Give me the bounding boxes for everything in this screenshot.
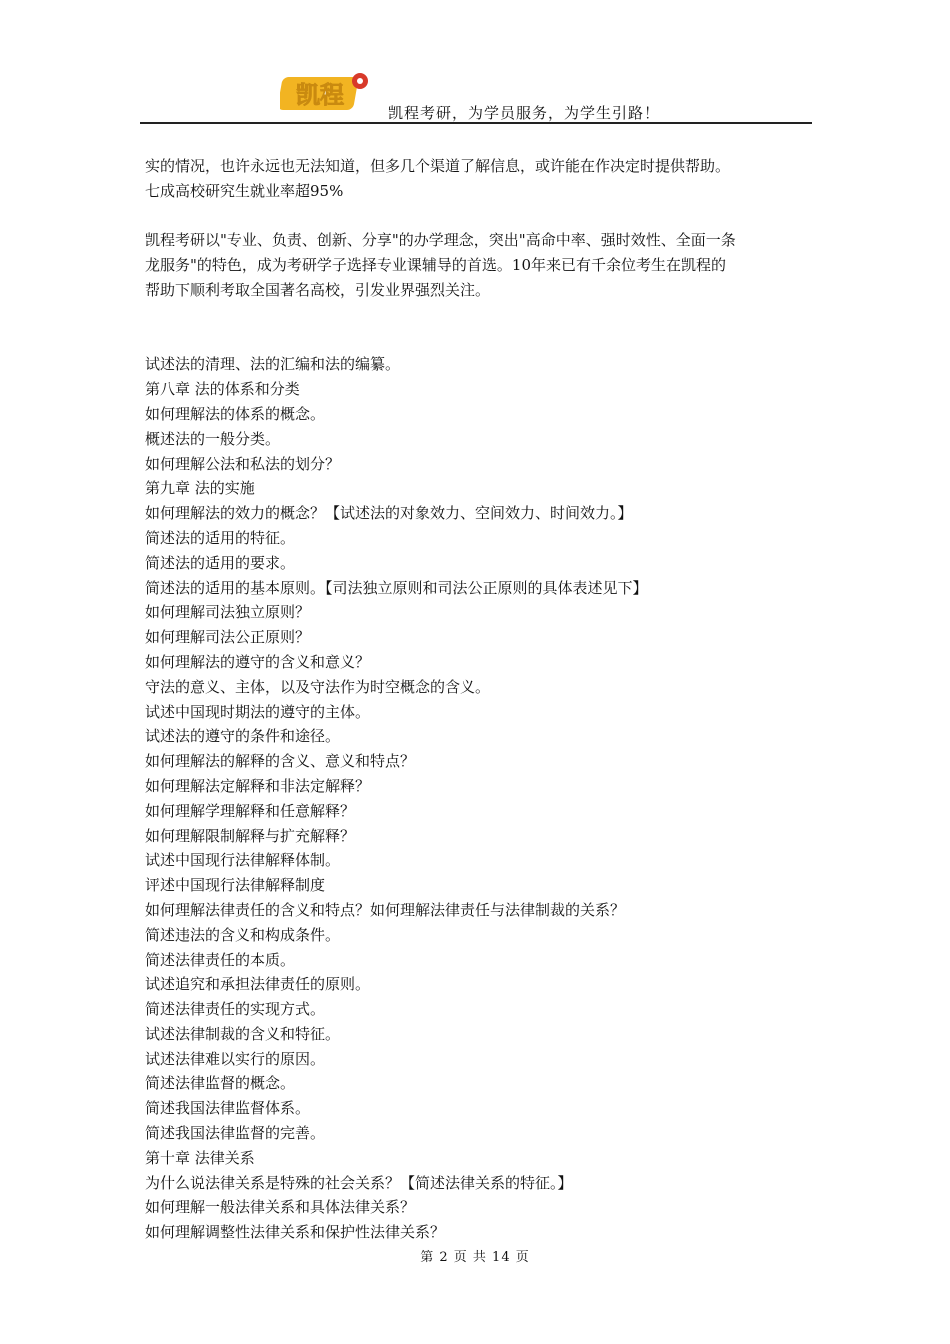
question-item: 试述法的清理、法的汇编和法的编纂。	[145, 355, 401, 374]
question-item: 简述法的适用的特征。	[145, 528, 296, 547]
paragraph-gap	[145, 204, 815, 229]
question-item: 简述法律责任的实现方式。	[145, 1000, 326, 1019]
question-item: 如何理解法定解释和非法定解释？	[145, 776, 371, 795]
question-list	[145, 352, 815, 1245]
question-item: 简述我国法律监督体系。	[145, 1099, 311, 1118]
document-body	[145, 154, 815, 1245]
question-item: 试述追究和承担法律责任的原则。	[145, 975, 371, 994]
chapter-heading: 第八章 法的体系和分类	[145, 380, 300, 399]
paragraph-line: 实的情况，也许永远也无法知道，但多几个渠道了解信息，或许能在作决定时提供帮助。	[145, 157, 731, 175]
header-tagline: 凯程考研，为学员服务，为学生引路！	[388, 104, 661, 122]
question-item: 简述法的适用的要求。	[145, 553, 296, 572]
question-item: 如何理解一般法律关系和具体法律关系？	[145, 1198, 416, 1217]
paragraph-line: 龙服务"的特色，成为考研学子选择专业课辅导的首选。10年来已有千余位考生在凯程的	[145, 256, 726, 275]
question-item: 简述违法的含义和构成条件。	[145, 925, 341, 944]
question-item: 试述中国现时期法的遵守的主体。	[145, 702, 371, 721]
question-item: 简述法律责任的本质。	[145, 950, 296, 969]
question-item: 试述法的遵守的条件和途径。	[145, 727, 341, 746]
question-item: 如何理解公法和私法的划分？	[145, 454, 341, 473]
page-number: 第 2 页 共 14 页	[420, 1250, 530, 1265]
question-item: 如何理解调整性法律关系和保护性法律关系？	[145, 1223, 446, 1242]
paragraph-line: 凯程考研以"专业、负责、创新、分享"的办学理念，突出"高命中率、强时效性、全面一条	[145, 231, 736, 250]
question-item: 如何理解司法独立原则？	[145, 603, 311, 622]
paragraph-line: 七成高校研究生就业率超95%	[145, 181, 344, 200]
question-item: 为什么说法律关系是特殊的社会关系？【简述法律关系的特征。】	[145, 1173, 573, 1192]
paragraph-line: 帮助下顺利考取全国著名高校，引发业界强烈关注。	[145, 280, 491, 299]
kaicheng-logo	[280, 70, 374, 116]
question-item: 简述法的适用的基本原则。【司法独立原则和司法公正原则的具体表述见下】	[145, 578, 648, 597]
paragraph-gap	[145, 303, 815, 328]
question-item: 试述法律难以实行的原因。	[145, 1049, 326, 1068]
header-divider	[140, 122, 812, 124]
question-item: 简述我国法律监督的完善。	[145, 1124, 326, 1143]
svg-text:凯程: 凯程	[296, 81, 344, 109]
question-item: 如何理解法的体系的概念。	[145, 404, 326, 423]
question-item: 评述中国现行法律解释制度	[145, 876, 326, 895]
question-item: 如何理解学理解释和任意解释？	[145, 801, 356, 820]
question-item: 试述中国现行法律解释体制。	[145, 851, 341, 870]
question-item: 守法的意义、主体，以及守法作为时空概念的含义。	[145, 677, 491, 696]
question-item: 概述法的一般分类。	[145, 429, 281, 448]
question-item: 试述法律制裁的含义和特征。	[145, 1024, 341, 1043]
question-item: 如何理解司法公正原则？	[145, 628, 311, 647]
question-item: 如何理解法的效力的概念？【试述法的对象效力、空间效力、时间效力。】	[145, 504, 633, 523]
chapter-heading: 第十章 法律关系	[145, 1148, 255, 1167]
question-item: 如何理解法律责任的含义和特点？如何理解法律责任与法律制裁的关系？	[145, 900, 626, 919]
question-item: 如何理解法的遵守的含义和意义？	[145, 652, 371, 671]
chapter-heading: 第九章 法的实施	[145, 479, 255, 498]
question-item: 如何理解限制解释与扩充解释？	[145, 826, 356, 845]
paragraph-gap	[145, 328, 815, 353]
page-header	[140, 62, 812, 124]
question-item: 简述法律监督的概念。	[145, 1074, 296, 1093]
question-item: 如何理解法的解释的含义、意义和特点？	[145, 752, 416, 771]
